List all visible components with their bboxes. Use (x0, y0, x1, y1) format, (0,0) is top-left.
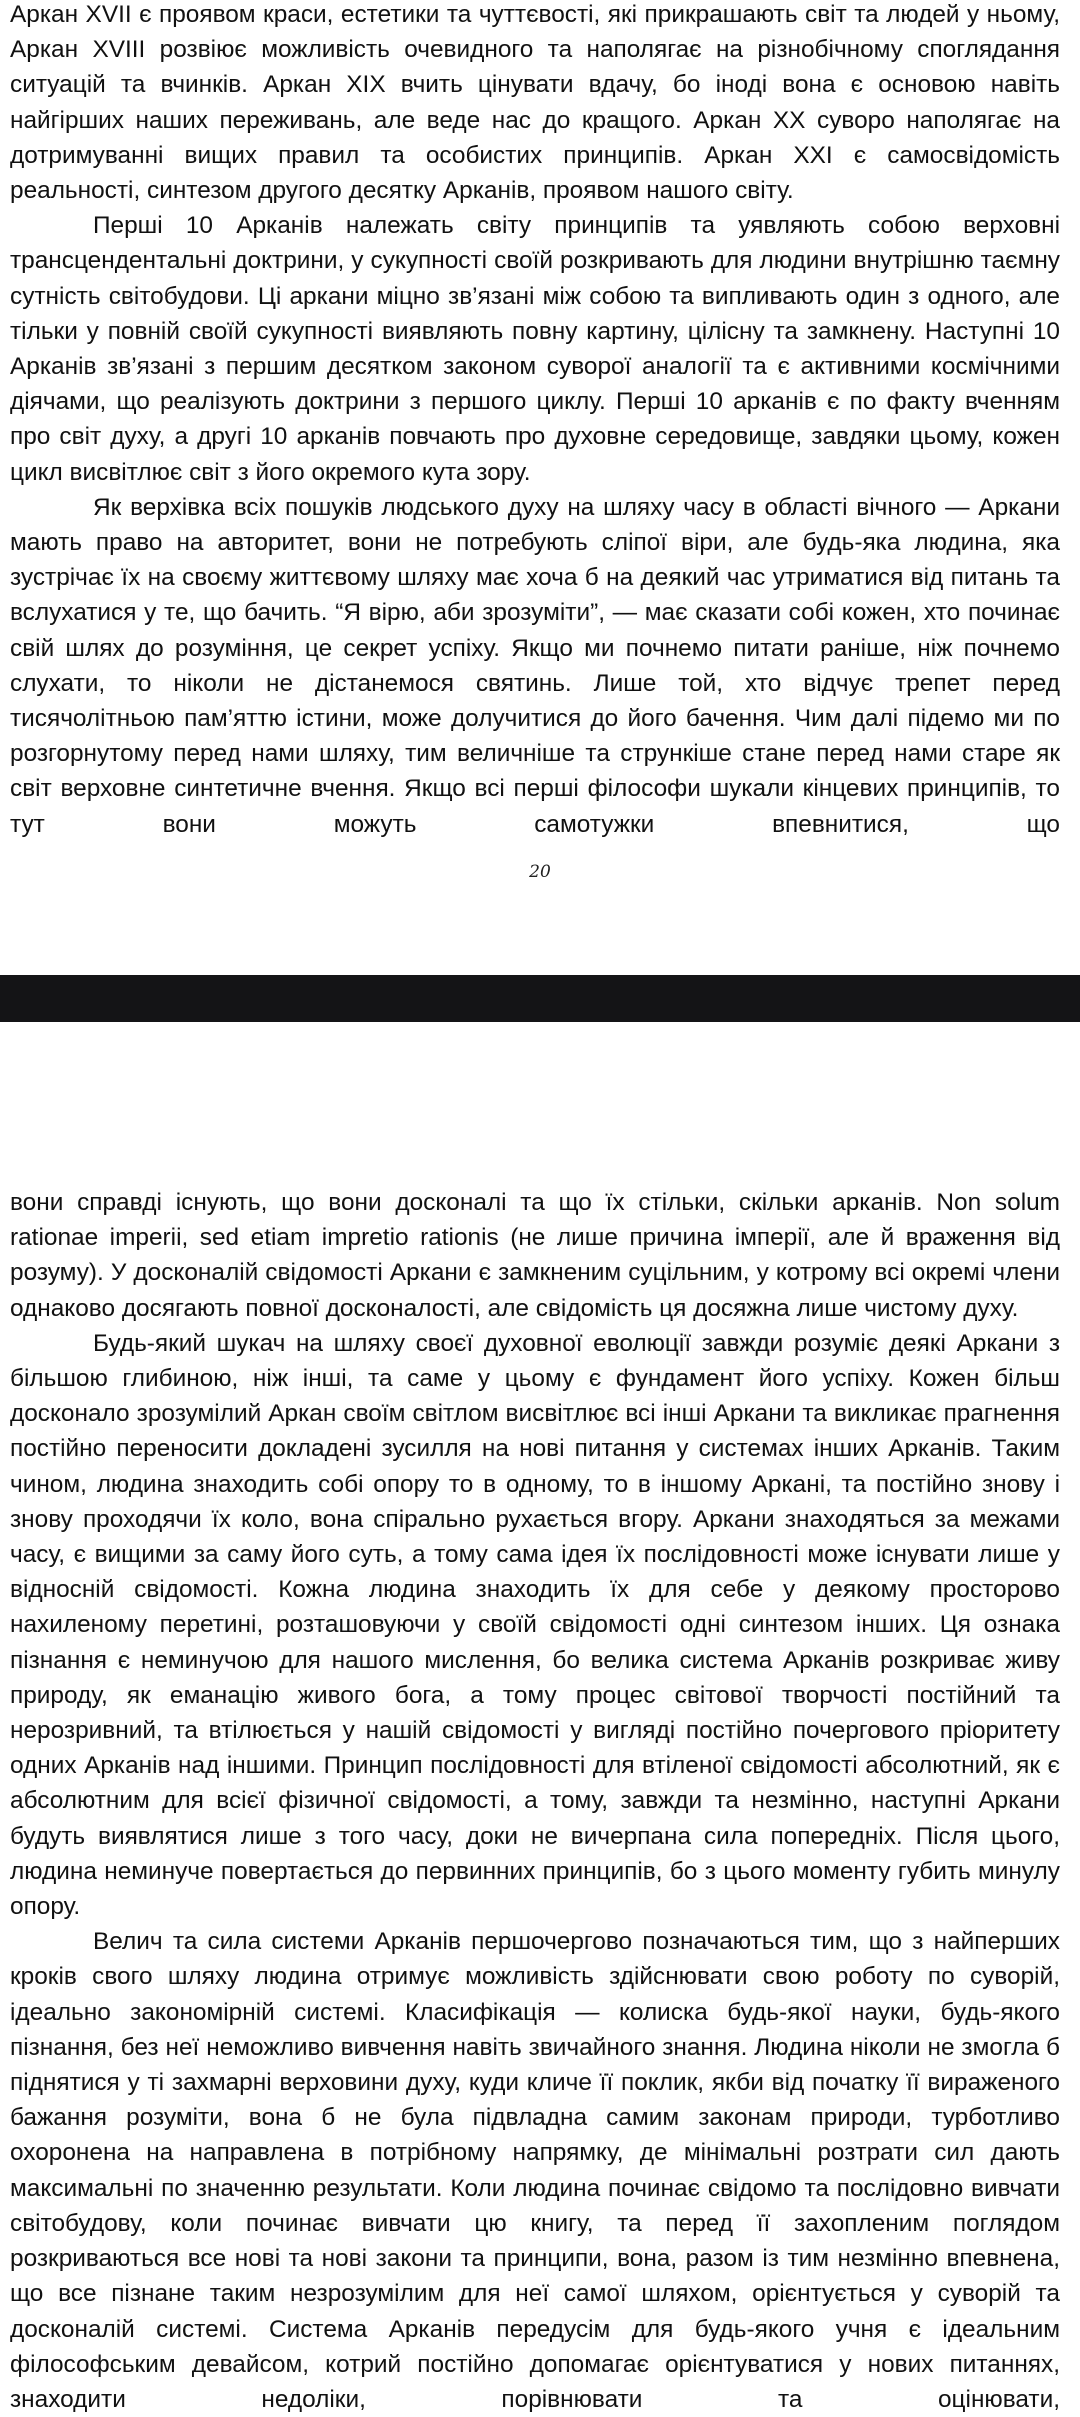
paragraph: Аркан XVII є проявом краси, естетики та чуттєвості, які прикрашають світ та людей у ньому, Аркан XVIII розвіює можливість очевидного та наполягає на різнобічному споглядання ситуацій та вчинків. Аркан XIX вчить цінувати вдачу, бо іноді вона є основою навіть найгірших наших переживань, але веде нас до кращого. Аркан XX суворо наполягає на дотримуванні вищих правил та особистих принципів. Аркан XXI є самосвідомість реальності, синтезом другого десятку Арканів, проявом нашого світу. (10, 1, 1060, 205)
page-body-text (10, 1185, 1060, 2417)
page-body-text (10, 0, 1060, 842)
paragraph: Перші 10 Арканів належать світу принципів та уявляють собою верховні трансцендентальні доктрини, у сукупності своїй розкривають для людини внутрішню таємну сутність світобудови. Ці аркани міцно зв’язані між собою та випливають один з одного, але тільки у повній своїй сукупності виявляють повну картину, цілісну та замкнену. Наступні 10 Арканів зв’язані з першим десятком законом суворої аналогії та є активними космічними діячами, що реалізують доктрини з першого циклу. Перші 10 арканів є по факту вченням про світ духу, а другі 10 арканів повчають про духовне середовище, завдяки цьому, кожен цикл висвітлює світ з його окремого кута зору. (10, 212, 1060, 486)
paragraph: вони справді існують, що вони досконалі та що їх стільки, скільки арканів. Non solum rationae imperii, sed etiam impretio rationis (не лише причина імперії, але й враження від розуму). У досконалій свідомості Аркани є замкненим суцільним, у котрому всі окремі члени однаково досягають повної досконалості, але свідомість ця досяжна лише чистому духу. (10, 1189, 1060, 1322)
paragraph: Як верхівка всіх пошуків людського духу на шляху часу в області вічного — Аркани мають право на авторитет, вони не потребують сліпої віри, але будь-яка людина, яка зустрічає їх на своєму життєвому шляху має хоча б на деякий час утриматися від питань та вслухатися у те, що бачить. “Я вірю, аби зрозуміти”, — має сказати собі кожен, хто починає свій шлях до розуміння, це секрет успіху. Якщо ми почнемо питати раніше, ніж почнемо слухати, то ніколи не дістанемося святинь. Лише той, хто відчує трепет перед тисячолітньою пам’яттю істини, може долучитися до його бачення. Чим далі підемо ми по розгорнутому перед нами шляху, тим величніше та стрункіше стане перед нами старе як світ верховне синтетичне вчення. Якщо всі перші філософи шукали кінцевих принципів, то тут вони можуть самотужки впевнитися, що (10, 493, 1060, 838)
paragraph: Велич та сила системи Арканів першочергово позначаються тим, що з найперших кроків свого шляху людина отримує можливість здійснювати свою роботу по суворій, ідеально закономірній системі. Класифікація — колиска будь-якої науки, будь-якого пізнання, без неї неможливо вивчення навіть звичайного знання. Людина ніколи не змогла б піднятися у ті захмарні верховини духу, куди кличе її поклик, якби від початку її вираженого бажання розуміти, вона б не була підвладна самим законам природи, турботливо охоронена на направлена в потрібному напрямку, де мінімальні розтрати сил дають максимальні по значенню результати. Коли людина починає свідомо та послідовно вивчати світобудову, коли починає вивчати цю книгу, та перед її захопленим поглядом розкриваються все нові та нові закони та принципи, вона, разом із тим незмінно впевнена, що все пізнане таким незрозумілим для неї самої шляхом, орієнтується у суворій та досконалій системі. Система Арканів передусім для будь-якого учня є ідеальним філософським девайсом, котрий постійно допомагає орієнтуватися у нових питаннях, знаходити недоліки, порівнювати та оцінювати, (10, 1928, 1060, 2413)
page-separator (0, 975, 1080, 1022)
page-number: 20 (529, 862, 551, 882)
document-page-lower (0, 1022, 1080, 2413)
document-page-upper (0, 0, 1080, 975)
paragraph: Будь-який шукач на шляху своєї духовної еволюції завжди розуміє деякі Аркани з більшою глибиною, ніж інші, та саме у цьому є фундамент його успіху. Кожен більш досконало зрозумілий Аркан своїм світлом висвітлює всі інші Аркани та викликає прагнення постійно переносити докладені зусилля на нові питання у системах інших Арканів. Таким чином, людина знаходить собі опору то в одному, то в іншому Аркані, та постійно знову і знову проходячи їх коло, вона спірально рухається вгору. Аркани знаходяться за межами часу, є вищими за саму його суть, а тому сама ідея їх послідовності може існувати лише у відносній свідомості. Кожна людина знаходить їх для себе у деякому просторово нахиленому перетині, розташовуючи у своїй свідомості одні синтезом інших. Ця ознака пізнання є неминучою для нашого мислення, бо велика система Арканів розкриває живу природу, як еманацію живого бога, а тому процес світової творчості постійний та нерозривний, та втілюється у нашій свідомості у вигляді постійно почергового пріоритету одних Арканів над іншими. Принцип послідовності для втіленої свідомості абсолютний, як є абсолютним для всієї фізичної свідомості, а тому, завжди та незмінно, наступні Аркани будуть виявлятися лише з того часу, доки не вичерпана сила попередніх. Після цього, людина неминуче повертається до первинних принципів, бо з цього моменту губить минулу опору. (10, 1329, 1060, 1921)
